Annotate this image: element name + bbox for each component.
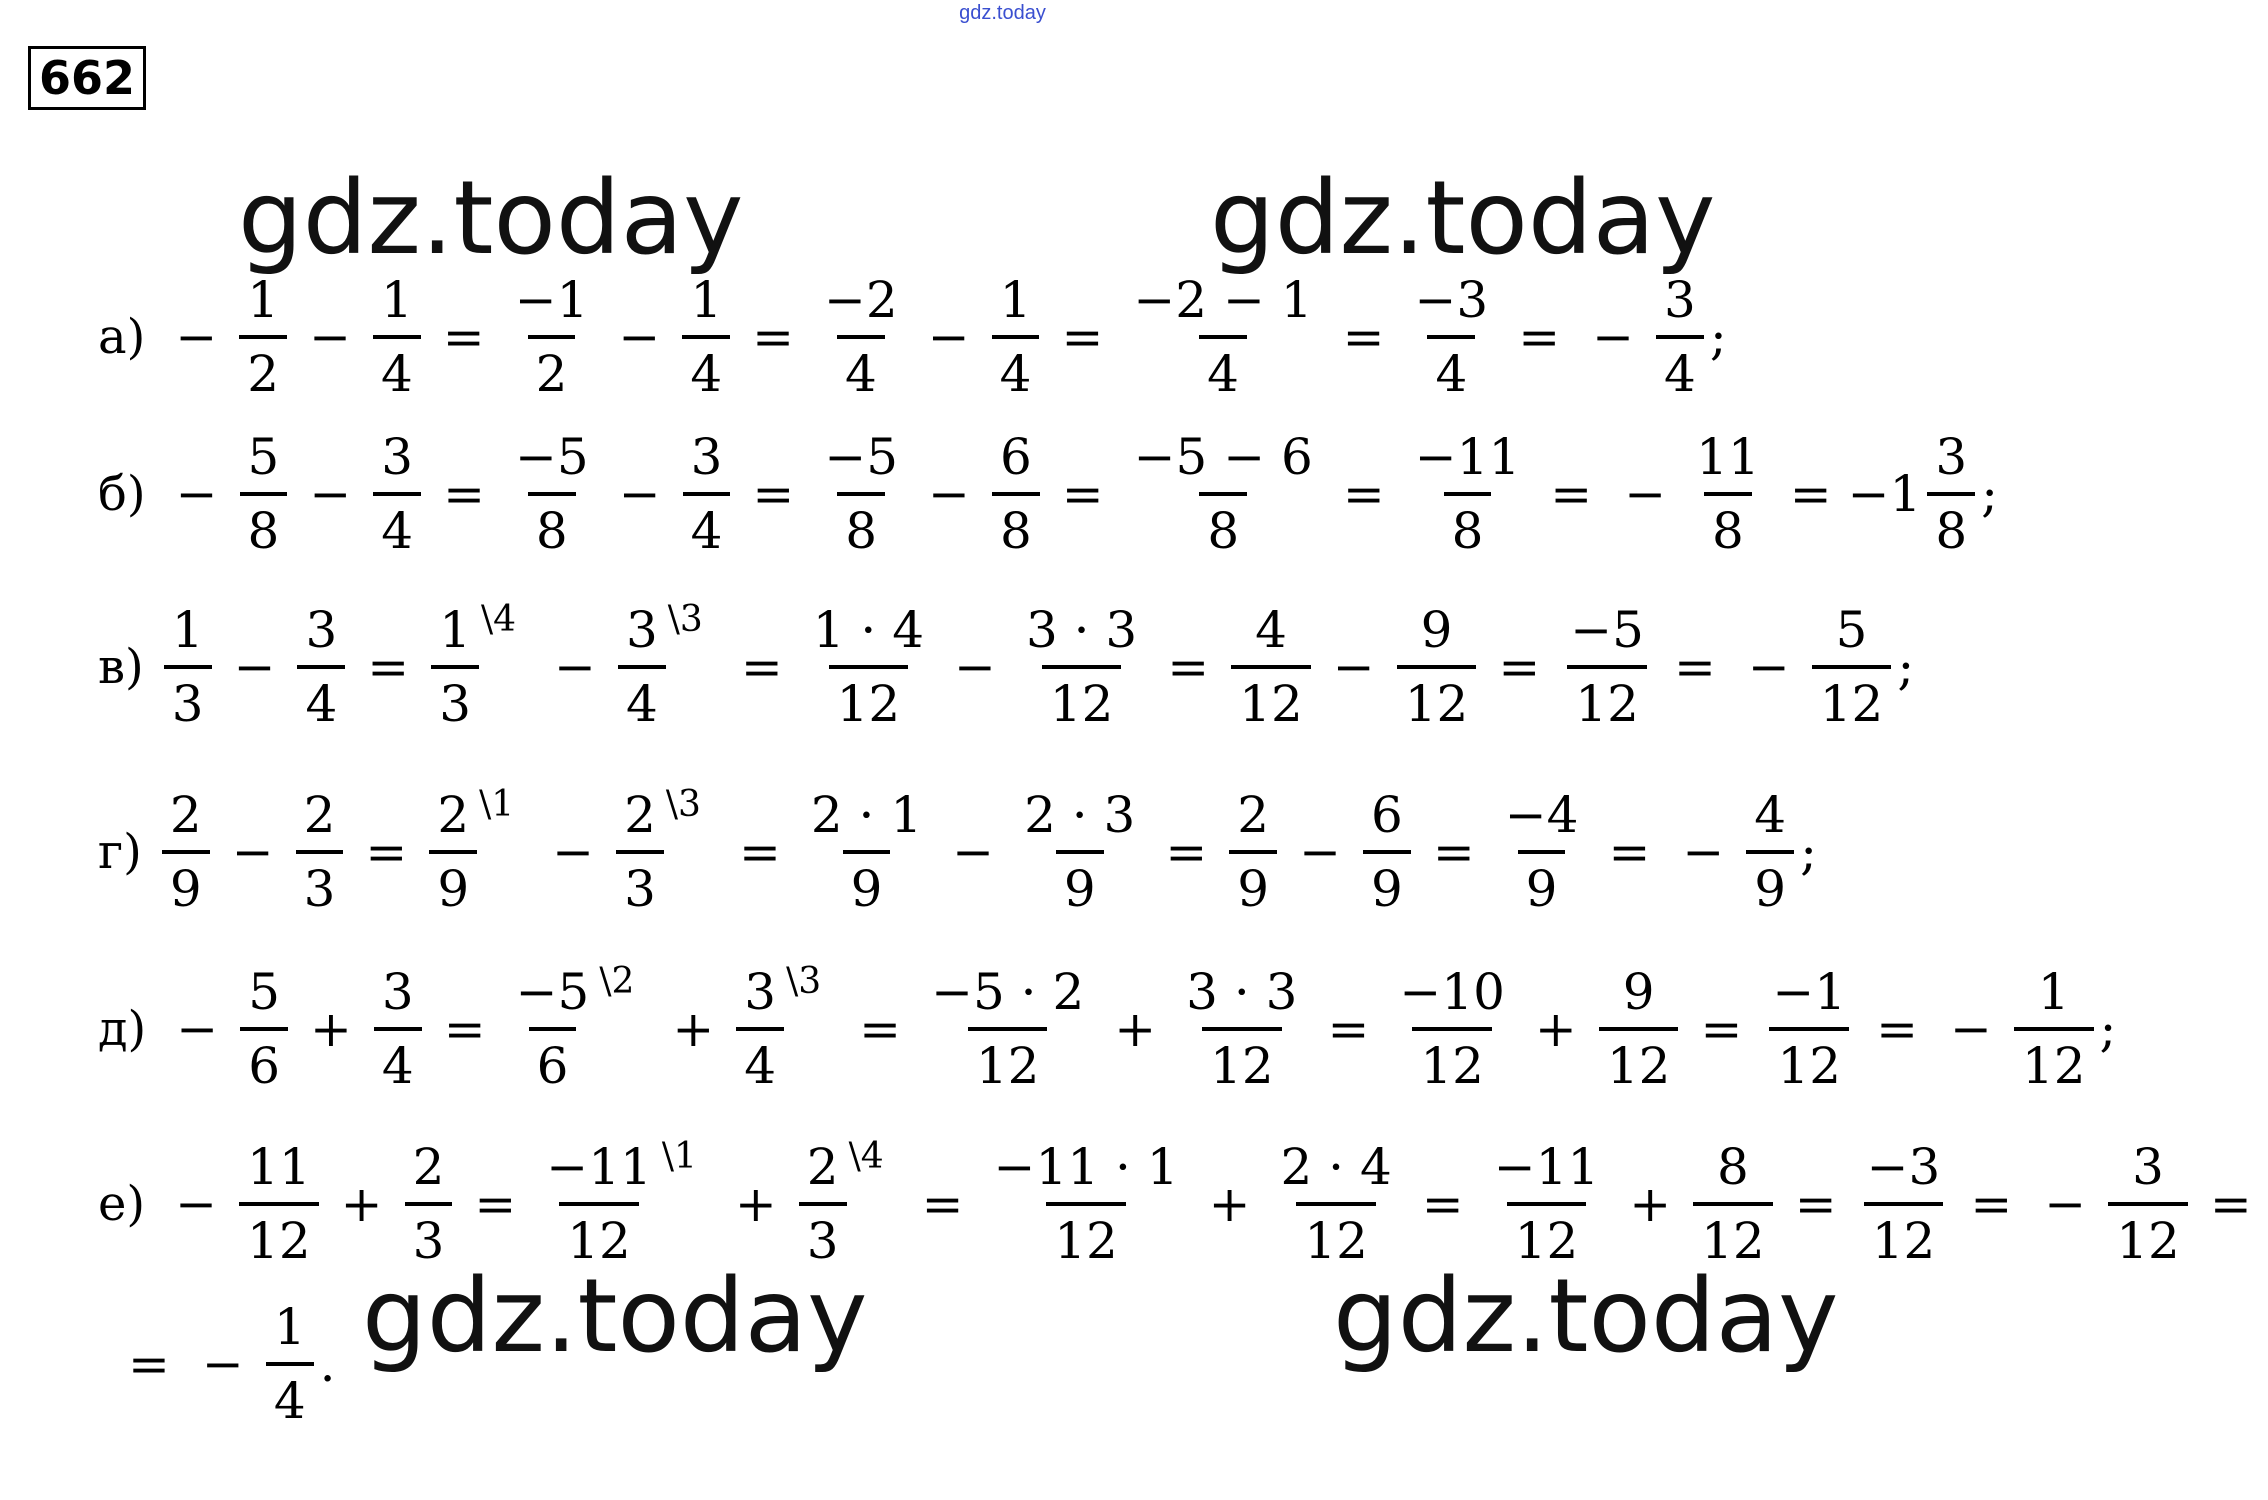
equation-line — [98, 271, 1727, 403]
numerator: 3 — [305, 601, 338, 659]
operator: = — [1167, 638, 1210, 696]
numerator: 8 — [1717, 1138, 1749, 1196]
fraction — [297, 601, 345, 733]
numerator: 2 — [1237, 786, 1270, 844]
numerator: 3 — [1935, 428, 1968, 486]
denominator: 4 — [297, 665, 345, 729]
numerator: 5 — [1835, 601, 1868, 659]
watermark: gdz.today — [1210, 159, 1716, 278]
item-label: б) — [98, 466, 146, 522]
fraction — [799, 1138, 847, 1270]
numerator: −11 · 1 — [993, 1138, 1179, 1196]
fraction — [1859, 1138, 1949, 1270]
operator: − — [176, 1000, 219, 1058]
fraction — [616, 786, 664, 918]
fraction — [1656, 271, 1704, 403]
operator: = — [921, 1175, 964, 1233]
numerator: −5 — [824, 428, 899, 486]
numerator: 2 — [303, 786, 336, 844]
operator: − — [554, 638, 596, 696]
operator: = — [367, 638, 410, 696]
operator: = — [1421, 1175, 1464, 1233]
equation-line — [98, 961, 2117, 1095]
item-label: д) — [98, 1001, 147, 1057]
fraction — [992, 271, 1040, 403]
denominator: 12 — [1812, 665, 1892, 729]
watermark: gdz.today — [238, 159, 744, 278]
denominator: 12 — [1507, 1202, 1587, 1266]
denominator: 12 — [559, 1202, 639, 1266]
numerator: −1 — [514, 271, 589, 329]
fraction — [431, 601, 479, 733]
numerator: 2 · 4 — [1280, 1138, 1392, 1196]
item-label: е) — [98, 1176, 146, 1232]
numerator: 3 — [625, 601, 658, 659]
math-text: . — [319, 1335, 336, 1393]
denominator: 4 — [1656, 335, 1704, 399]
numerator: 6 — [999, 428, 1032, 486]
denominator: 12 — [1202, 1027, 1282, 1091]
denominator: 3 — [296, 850, 344, 914]
operator: = — [1789, 465, 1832, 523]
fraction — [1688, 428, 1768, 560]
fraction — [736, 963, 784, 1095]
numerator: 3 — [744, 963, 777, 1021]
operator: = — [1700, 1000, 1743, 1058]
fraction — [1599, 963, 1679, 1095]
denominator: 4 — [683, 492, 731, 556]
operator: − — [952, 823, 995, 881]
operator: − — [618, 308, 661, 366]
denominator: 8 — [1199, 492, 1247, 556]
operator: = — [1673, 638, 1716, 696]
numerator: 6 — [1371, 786, 1403, 844]
denominator: 12 — [1412, 1027, 1492, 1091]
denominator: 9 — [1056, 850, 1104, 914]
denominator: 12 — [1693, 1202, 1773, 1266]
numerator: 3 — [2132, 1138, 2164, 1196]
fraction — [1764, 963, 1854, 1095]
denominator: 8 — [240, 492, 288, 556]
task-number: 662 — [38, 51, 136, 105]
numerator: 2 — [624, 786, 656, 844]
numerator: −2 — [824, 271, 898, 329]
fraction — [1272, 1138, 1399, 1270]
numerator: 1 — [999, 271, 1032, 329]
denominator: 9 — [843, 850, 891, 914]
operator: − — [1747, 638, 1790, 696]
fraction — [1812, 601, 1892, 733]
numerator: −5 · 2 — [931, 963, 1085, 1021]
denominator: 9 — [1363, 850, 1411, 914]
fraction — [240, 963, 288, 1095]
numerator: 4 — [1255, 601, 1287, 659]
fraction — [1746, 786, 1794, 918]
numerator: 1 — [690, 271, 723, 329]
operator: = — [859, 1000, 902, 1058]
denominator: 9 — [429, 850, 477, 914]
denominator: 12 — [968, 1027, 1048, 1091]
operator: = — [740, 638, 783, 696]
header-watermark: gdz.today — [959, 2, 1046, 24]
equation-line — [98, 428, 1999, 560]
fraction — [1397, 601, 1477, 733]
task-number-box — [28, 46, 146, 110]
operator: − — [175, 1175, 218, 1233]
fraction — [682, 271, 730, 403]
numerator: −11 — [1414, 428, 1521, 486]
fraction — [373, 428, 421, 560]
fraction — [1363, 786, 1411, 918]
fraction — [266, 1298, 314, 1430]
numerator: 3 — [381, 963, 414, 1021]
fraction — [239, 1138, 319, 1270]
operator: = — [1498, 638, 1541, 696]
numerator: 1 — [2037, 963, 2070, 1021]
equation-line — [98, 1298, 336, 1430]
extra-multiplier: \1 — [661, 1136, 697, 1177]
operator: = — [1432, 823, 1475, 881]
operator: − — [1299, 823, 1341, 881]
math-text: ; — [1709, 308, 1727, 366]
operator: − — [175, 465, 218, 523]
fraction — [1125, 271, 1320, 403]
denominator: 9 — [1229, 850, 1277, 914]
operator: + — [1114, 1000, 1157, 1058]
extra-multiplier: \3 — [786, 961, 822, 1002]
equation-line — [98, 784, 1817, 918]
fraction — [508, 963, 598, 1095]
denominator: 12 — [1296, 1202, 1376, 1266]
numerator: 2 — [437, 786, 470, 844]
denominator: 12 — [1231, 665, 1311, 729]
denominator: 3 — [616, 850, 664, 914]
operator: − — [954, 638, 996, 696]
fraction — [805, 601, 932, 733]
denominator: 4 — [373, 335, 421, 399]
fraction — [816, 271, 906, 403]
fraction — [618, 601, 666, 733]
fraction — [816, 428, 906, 560]
fraction — [1497, 786, 1587, 918]
fraction — [405, 1138, 453, 1270]
numerator: 11 — [1696, 428, 1760, 486]
denominator: 9 — [1518, 850, 1566, 914]
fraction — [923, 963, 1092, 1095]
item-label: г) — [98, 824, 142, 880]
fraction — [1486, 1138, 1608, 1270]
math-text: ; — [1897, 638, 1915, 696]
fraction — [1229, 786, 1277, 918]
denominator: 12 — [1397, 665, 1477, 729]
numerator: −5 — [515, 963, 590, 1021]
numerator: 2 · 1 — [810, 786, 923, 844]
math-text: ; — [1981, 465, 1999, 523]
fraction — [683, 428, 731, 560]
denominator: 9 — [162, 850, 210, 914]
numerator: 9 — [1420, 601, 1453, 659]
operator: + — [1629, 1175, 1672, 1233]
operator: = — [1342, 465, 1385, 523]
fraction — [1016, 786, 1143, 918]
numerator: −3 — [1866, 1138, 1941, 1196]
operator: − — [309, 308, 351, 366]
operator: − — [1624, 465, 1667, 523]
watermark: gdz.today — [1333, 1257, 1839, 1376]
operator: − — [552, 823, 595, 881]
denominator: 12 — [1046, 1202, 1126, 1266]
denominator: 4 — [736, 1027, 784, 1091]
numerator: −5 — [1570, 601, 1644, 659]
denominator: 3 — [431, 665, 479, 729]
fraction — [1406, 271, 1496, 403]
denominator: 6 — [529, 1027, 577, 1091]
fraction — [507, 271, 597, 403]
extra-multiplier: \4 — [481, 599, 517, 640]
numerator: −11 — [1493, 1138, 1600, 1196]
math-text: −1 — [1847, 465, 1922, 523]
numerator: 11 — [247, 1138, 311, 1196]
fraction — [373, 271, 421, 403]
denominator: 12 — [2014, 1027, 2094, 1091]
fraction — [992, 428, 1040, 560]
operator: = — [1518, 308, 1561, 366]
fraction — [507, 428, 597, 560]
operator: = — [1794, 1175, 1837, 1233]
operator: + — [1534, 1000, 1577, 1058]
denominator: 3 — [799, 1202, 847, 1266]
denominator: 12 — [829, 665, 909, 729]
numerator: −3 — [1414, 271, 1489, 329]
fraction — [1562, 601, 1652, 733]
denominator: 4 — [373, 492, 421, 556]
fraction — [164, 601, 212, 733]
fraction — [162, 786, 210, 918]
denominator: 4 — [682, 335, 730, 399]
numerator: 5 — [248, 963, 280, 1021]
numerator: 9 — [1622, 963, 1655, 1021]
denominator: 2 — [239, 335, 287, 399]
numerator: 2 — [806, 1138, 839, 1196]
operator: − — [928, 465, 970, 523]
fraction — [2014, 963, 2094, 1095]
fraction — [1231, 601, 1311, 733]
operator: − — [231, 823, 274, 881]
operator: = — [1608, 823, 1651, 881]
operator: + — [340, 1175, 383, 1233]
operator: = — [443, 1000, 486, 1058]
denominator: 9 — [1746, 850, 1794, 914]
equation-line — [98, 1136, 2268, 1270]
operator: = — [752, 465, 795, 523]
operator: − — [233, 638, 276, 696]
operator: = — [738, 823, 781, 881]
denominator: 12 — [1042, 665, 1122, 729]
denominator: 3 — [164, 665, 212, 729]
numerator: 1 · 4 — [812, 601, 925, 659]
operator: = — [1876, 1000, 1918, 1058]
operator: − — [2044, 1175, 2087, 1233]
operator: = — [1342, 308, 1385, 366]
numerator: 2 · 3 — [1024, 786, 1136, 844]
watermark: gdz.today — [362, 1257, 868, 1376]
numerator: −10 — [1399, 963, 1505, 1021]
denominator: 12 — [1599, 1027, 1679, 1091]
extra-multiplier: \3 — [665, 784, 701, 825]
denominator: 8 — [1704, 492, 1752, 556]
operator: = — [474, 1175, 517, 1233]
operator: + — [672, 1000, 715, 1058]
operator: − — [1592, 308, 1635, 366]
operator: = — [365, 823, 408, 881]
numerator: 1 — [380, 271, 413, 329]
denominator: 4 — [618, 665, 666, 729]
fraction — [240, 428, 288, 560]
numerator: 2 — [412, 1138, 445, 1196]
numerator: 1 — [439, 601, 471, 659]
operator: = — [442, 308, 485, 366]
numerator: 1 — [171, 601, 204, 659]
numerator: −5 — [514, 428, 589, 486]
operator: − — [1332, 638, 1375, 696]
operator: = — [1327, 1000, 1370, 1058]
numerator: 4 — [1754, 786, 1787, 844]
operator: − — [1949, 1000, 1992, 1058]
operator: + — [1208, 1175, 1251, 1233]
fraction — [1126, 428, 1321, 560]
operator: + — [734, 1175, 777, 1233]
numerator: 3 — [690, 428, 723, 486]
fraction — [429, 786, 477, 918]
denominator: 12 — [239, 1202, 319, 1266]
operator: = — [752, 308, 795, 366]
numerator: −1 — [1772, 963, 1847, 1021]
numerator: −4 — [1504, 786, 1579, 844]
extra-multiplier: \4 — [848, 1136, 884, 1177]
numerator: −5 − 6 — [1133, 428, 1313, 486]
fraction — [1693, 1138, 1773, 1270]
fraction — [1178, 963, 1305, 1095]
numerator: 3 · 3 — [1186, 963, 1298, 1021]
operator: = — [1970, 1175, 2013, 1233]
fraction — [538, 1138, 660, 1270]
numerator: −2 − 1 — [1133, 271, 1313, 329]
numerator: 3 — [1664, 271, 1696, 329]
operator: = — [1165, 823, 1208, 881]
extra-multiplier: \2 — [599, 961, 635, 1002]
denominator: 8 — [837, 492, 885, 556]
operator: = — [443, 465, 485, 523]
operator: = — [1061, 308, 1104, 366]
operator: − — [175, 308, 218, 366]
denominator: 4 — [992, 335, 1040, 399]
extra-multiplier: \1 — [479, 784, 515, 825]
denominator: 12 — [2108, 1202, 2188, 1266]
fraction — [2108, 1138, 2188, 1270]
operator: − — [201, 1335, 244, 1393]
operator: − — [618, 465, 661, 523]
operator: − — [1682, 823, 1725, 881]
item-label: а) — [98, 309, 146, 365]
operator: − — [927, 308, 970, 366]
numerator: 3 · 3 — [1025, 601, 1138, 659]
fraction — [803, 786, 930, 918]
denominator: 4 — [266, 1362, 314, 1426]
denominator: 4 — [1199, 335, 1247, 399]
numerator: 5 — [247, 428, 280, 486]
operator: = — [1061, 465, 1104, 523]
fraction — [986, 1138, 1187, 1270]
fraction — [374, 963, 422, 1095]
denominator: 12 — [1769, 1027, 1849, 1091]
denominator: 6 — [240, 1027, 288, 1091]
denominator: 4 — [374, 1027, 422, 1091]
numerator: 1 — [247, 271, 280, 329]
fraction — [1407, 428, 1529, 560]
fraction — [1391, 963, 1513, 1095]
denominator: 8 — [528, 492, 576, 556]
operator: = — [128, 1335, 170, 1393]
math-text: ; — [2099, 1000, 2117, 1058]
operator: − — [309, 465, 352, 523]
numerator: −11 — [546, 1138, 652, 1196]
operator: + — [310, 1000, 352, 1058]
operator: = — [1550, 465, 1593, 523]
denominator: 8 — [992, 492, 1040, 556]
denominator: 3 — [405, 1202, 453, 1266]
numerator: 2 — [169, 786, 202, 844]
denominator: 4 — [837, 335, 885, 399]
equation-line — [98, 599, 1915, 733]
math-text: ; — [1800, 823, 1817, 881]
denominator: 8 — [1444, 492, 1492, 556]
denominator: 4 — [1427, 335, 1475, 399]
fraction — [1018, 601, 1145, 733]
numerator: 1 — [273, 1298, 306, 1356]
numerator: 3 — [381, 428, 414, 486]
fraction — [1927, 428, 1975, 560]
operator: = — [2209, 1175, 2252, 1233]
denominator: 12 — [1567, 665, 1647, 729]
extra-multiplier: \3 — [667, 599, 703, 640]
denominator: 2 — [528, 335, 576, 399]
item-label: в) — [98, 639, 144, 695]
fraction — [239, 271, 287, 403]
denominator: 8 — [1927, 492, 1975, 556]
fraction — [296, 786, 344, 918]
denominator: 12 — [1864, 1202, 1944, 1266]
